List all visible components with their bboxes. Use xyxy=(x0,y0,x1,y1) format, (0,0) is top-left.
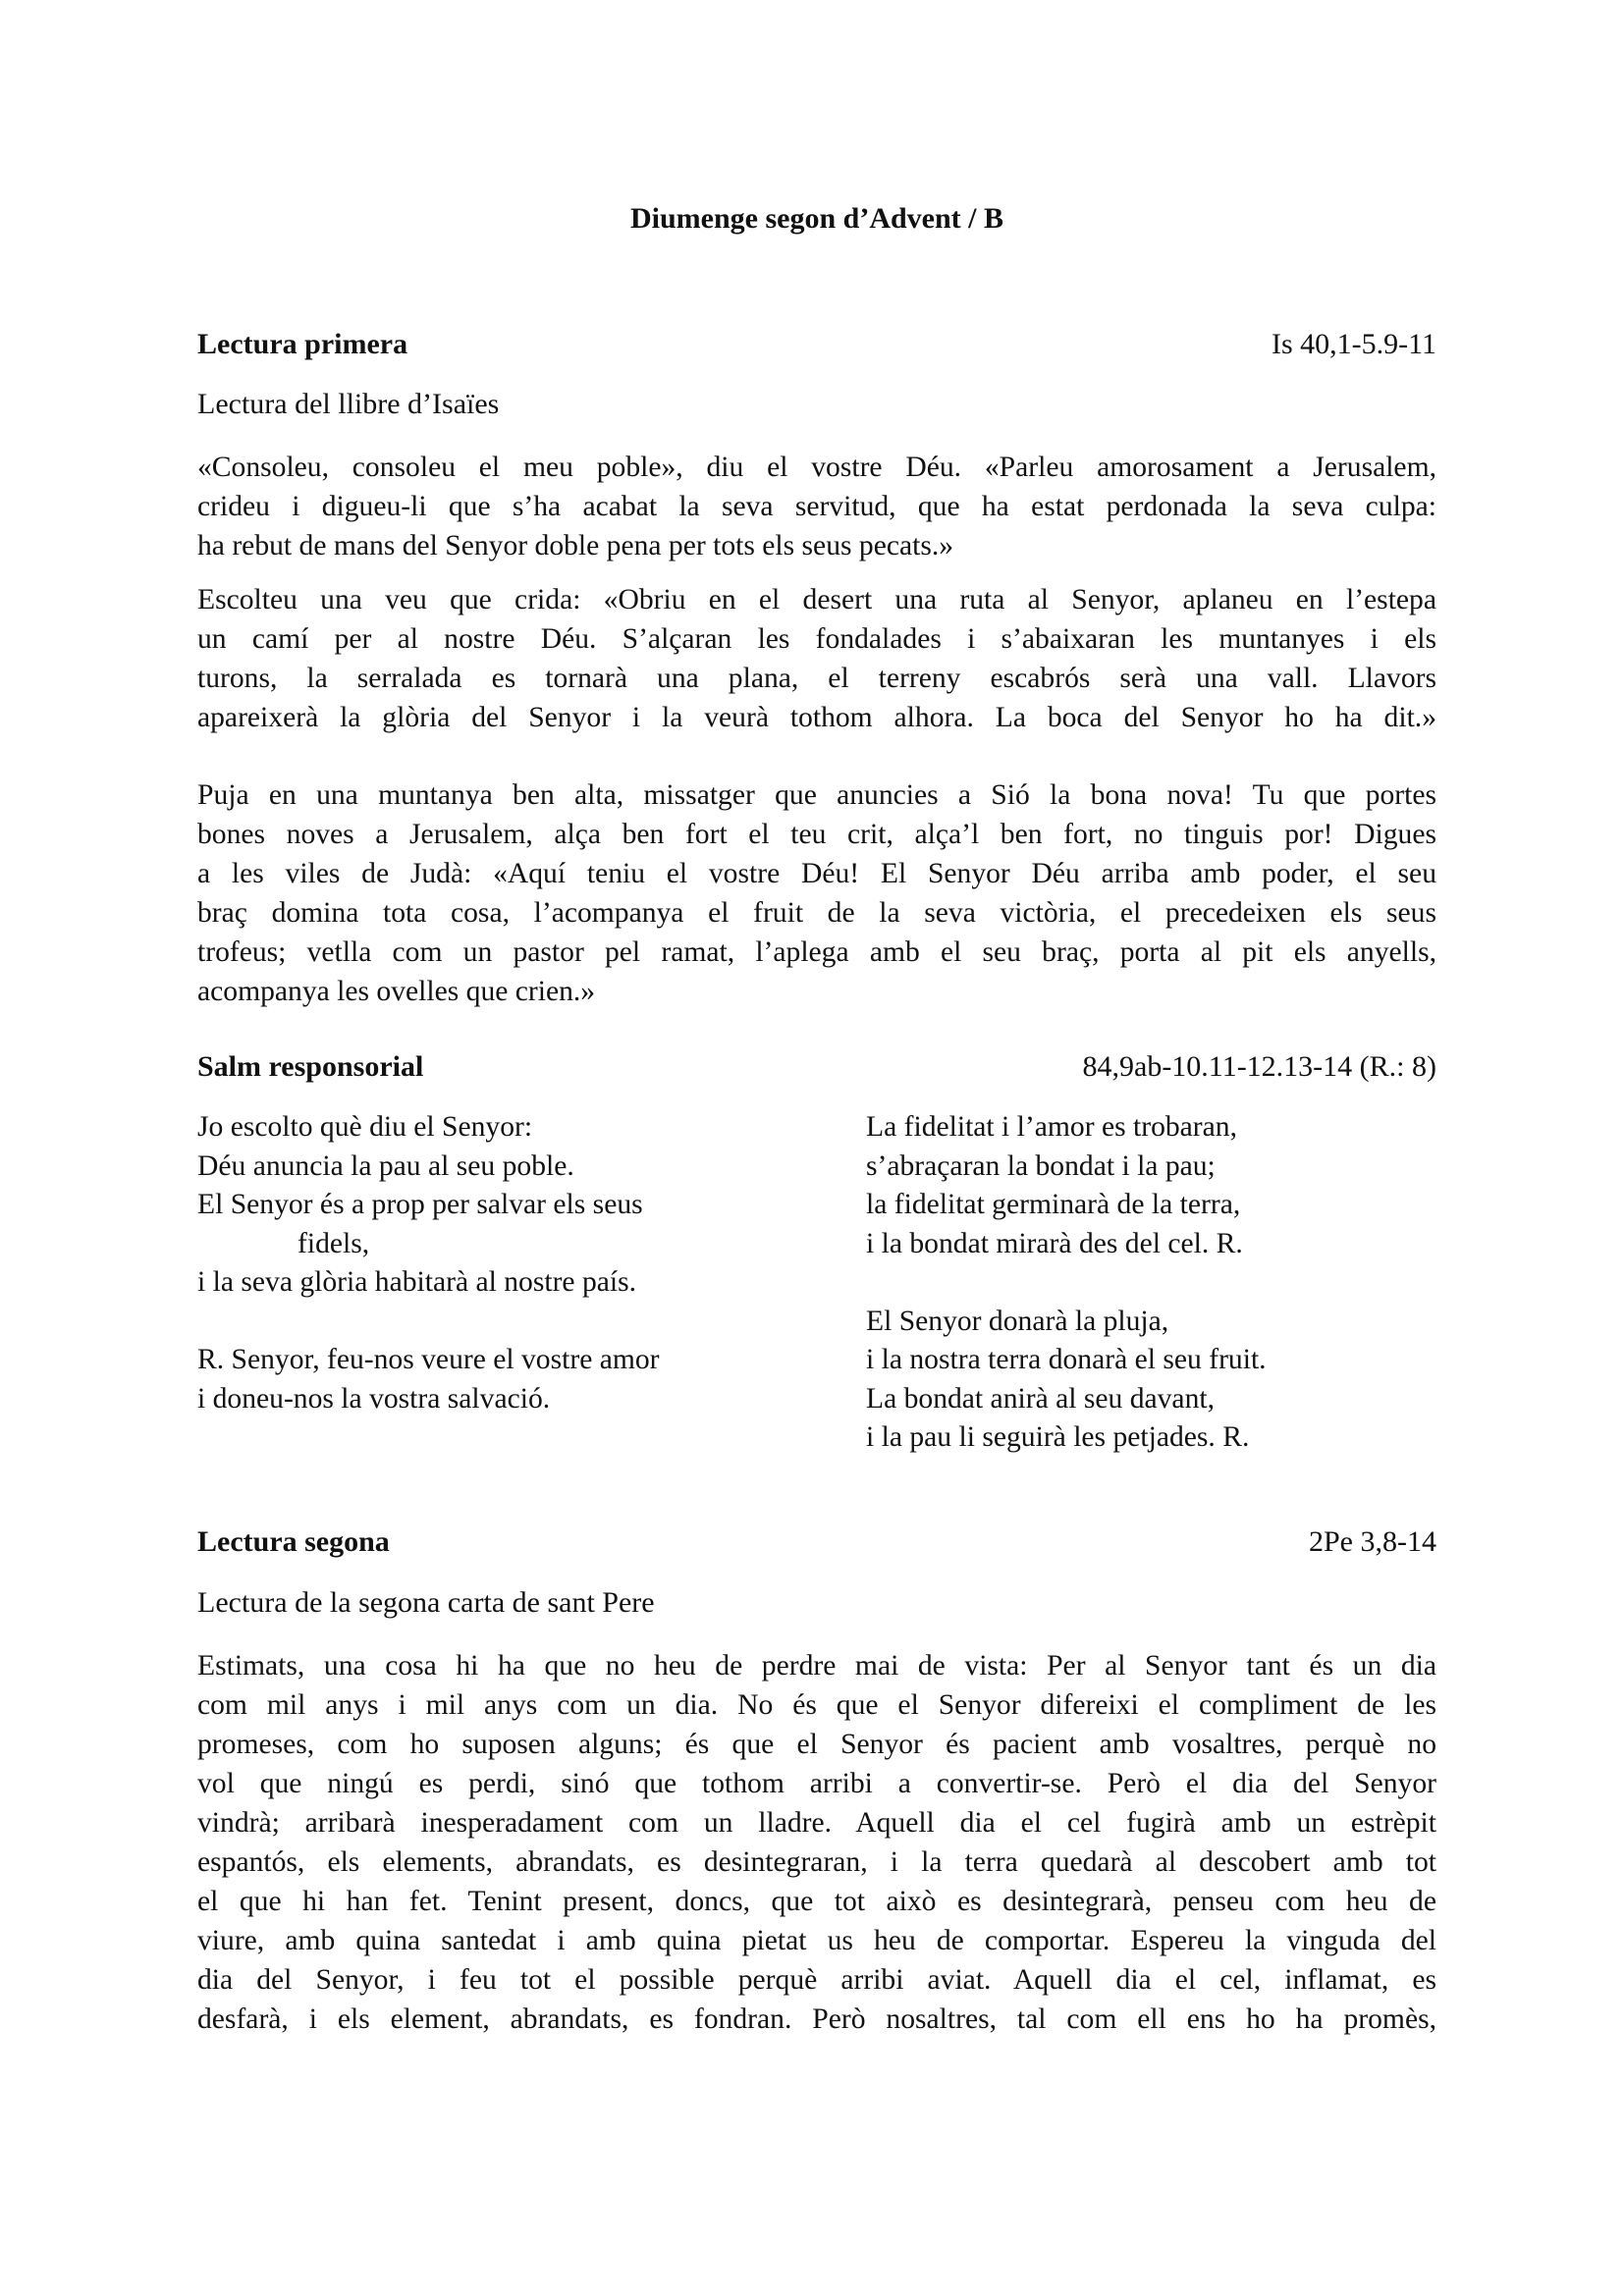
psalm-header xyxy=(197,1047,1436,1087)
psalm-line: Jo escolto què diu el Senyor: xyxy=(197,1111,533,1143)
psalm-line: s’abraçaran la bondat i la pau; xyxy=(866,1149,1216,1182)
text-line: com mil anys i mil anys com un dia. No és que el Senyor difereixi el compliment de les xyxy=(197,1689,1436,1721)
psalm-left-column xyxy=(197,1108,660,1418)
psalm-line: El Senyor donarà la pluja, xyxy=(866,1305,1169,1337)
text-line: «Consoleu, consoleu el meu poble», diu el vostre Déu. «Parleu amorosament a Jerusalem, xyxy=(197,452,1436,483)
first-reading-paragraph-1 xyxy=(197,448,1436,565)
text-line: espantós, els elements, abrandats, es desintegraran, i la terra quedarà al descobert amb tot xyxy=(197,1846,1436,1878)
first-reading-intro: Lectura del llibre d’Isaïes xyxy=(197,388,500,420)
text-line: desfarà, i els element, abrandats, es fondran. Però nosaltres, tal com ell ens ho ha promès, xyxy=(197,2003,1436,2035)
text-line: Puja en una muntanya ben alta, missatger que anuncies a Sió la bona nova! Tu que portes xyxy=(197,779,1436,811)
text-line: a les viles de Judà: «Aquí teniu el vostre Déu! El Senyor Déu arriba amb poder, el seu xyxy=(197,858,1436,889)
first-reading-heading: Lectura primera xyxy=(197,328,408,360)
text-line: crideu i digueu-li que s’ha acabat la seva servitud, que ha estat perdonada la seva culpa: xyxy=(197,491,1436,522)
first-reading-paragraph-2 xyxy=(197,580,1436,737)
psalm-right-column xyxy=(866,1108,1267,1458)
psalm-line: fidels, xyxy=(298,1227,370,1259)
second-reading-heading: Lectura segona xyxy=(197,1525,390,1558)
second-reading-header xyxy=(197,1522,1436,1562)
text-line: vol que ningú es perdi, sinó que tothom arribi a convertir-se. Però el dia del Senyor xyxy=(197,1768,1436,1799)
text-line: un camí per al nostre Déu. S’alçaran les fondalades i s’abaixaran les muntanyes i els xyxy=(197,623,1436,655)
text-line: turons, la serralada es tornarà una plana, el terreny escabrós serà una vall. Llavors xyxy=(197,663,1436,694)
psalm-line: i la nostra terra donarà el seu fruit. xyxy=(866,1344,1267,1375)
psalm-line: i la pau li seguirà les petjades. R. xyxy=(866,1421,1250,1453)
psalm-line: i la seva glòria habitarà al nostre país. xyxy=(197,1266,637,1298)
psalm-line: El Senyor és a prop per salvar els seus xyxy=(197,1189,643,1220)
psalm-line: la fidelitat germinarà de la terra, xyxy=(866,1189,1241,1220)
text-line: promeses, com ho suposen alguns; és que el Senyor és pacient amb vosaltres, perquè no xyxy=(197,1729,1436,1760)
text-line: braç domina tota cosa, l’acompanya el fruit de la seva victòria, el precedeixen els seus xyxy=(197,897,1436,929)
first-reading-reference: Is 40,1-5.9-11 xyxy=(1271,328,1436,360)
text-line: vindrà; arribarà inesperadament com un lladre. Aquell dia el cel fugirà amb un estrèpit xyxy=(197,1807,1436,1839)
psalm-reference: 84,9ab-10.11-12.13-14 (R.: 8) xyxy=(1082,1050,1436,1083)
text-line: el que hi han fet. Tenint present, doncs, que tot això es desintegrarà, penseu com heu de xyxy=(197,1886,1436,1917)
first-reading-paragraph-3 xyxy=(197,775,1436,1011)
second-reading-paragraph-1 xyxy=(197,1646,1436,2039)
first-reading-header xyxy=(197,325,1436,364)
text-line: bones noves a Jerusalem, alça ben fort el teu crit, alça’l ben fort, no tinguis por! Digues xyxy=(197,819,1436,850)
text-line: Escolteu una veu que crida: «Obriu en el desert una ruta al Senyor, aplaneu en l’estepa xyxy=(197,584,1436,615)
second-reading-reference: 2Pe 3,8-14 xyxy=(1309,1525,1436,1558)
text-line: apareixerà la glòria del Senyor i la veurà tothom alhora. La boca del Senyor ho ha dit.» xyxy=(197,702,1436,733)
psalm-spacer xyxy=(197,1303,660,1342)
psalm-line: La bondat anirà al seu davant, xyxy=(866,1382,1215,1415)
psalm-heading: Salm responsorial xyxy=(197,1050,424,1083)
psalm-response-line: i doneu-nos la vostra salvació. xyxy=(197,1382,551,1415)
psalm-line: La fidelitat i l’amor es trobaran, xyxy=(866,1111,1237,1143)
text-line: acompanya les ovelles que crien.» xyxy=(197,976,596,1007)
psalm-line: Déu anuncia la pau al seu poble. xyxy=(197,1149,574,1182)
psalm-response-line: R. Senyor, feu-nos veure el vostre amor xyxy=(197,1344,660,1375)
page-title: Diumenge segon d’Advent / B xyxy=(629,202,1004,235)
second-reading-intro: Lectura de la segona carta de sant Pere xyxy=(197,1586,655,1619)
text-line: ha rebut de mans del Senyor doble pena per tots els seus pecats.» xyxy=(197,530,954,561)
text-line: dia del Senyor, i feu tot el possible perquè arribi aviat. Aquell dia el cel, inflamat, es xyxy=(197,1964,1436,1996)
psalm-line: i la bondat mirarà des del cel. R. xyxy=(866,1227,1243,1259)
text-line: Estimats, una cosa hi ha que no heu de perdre mai de vista: Per al Senyor tant és un dia xyxy=(197,1650,1436,1682)
psalm-spacer xyxy=(866,1263,1267,1303)
text-line: trofeus; vetlla com un pastor pel ramat, l’aplega amb el seu braç, porta al pit els anyells, xyxy=(197,936,1436,968)
text-line: viure, amb quina santedat i amb quina pietat us heu de comportar. Espereu la vinguda del xyxy=(197,1925,1436,1956)
